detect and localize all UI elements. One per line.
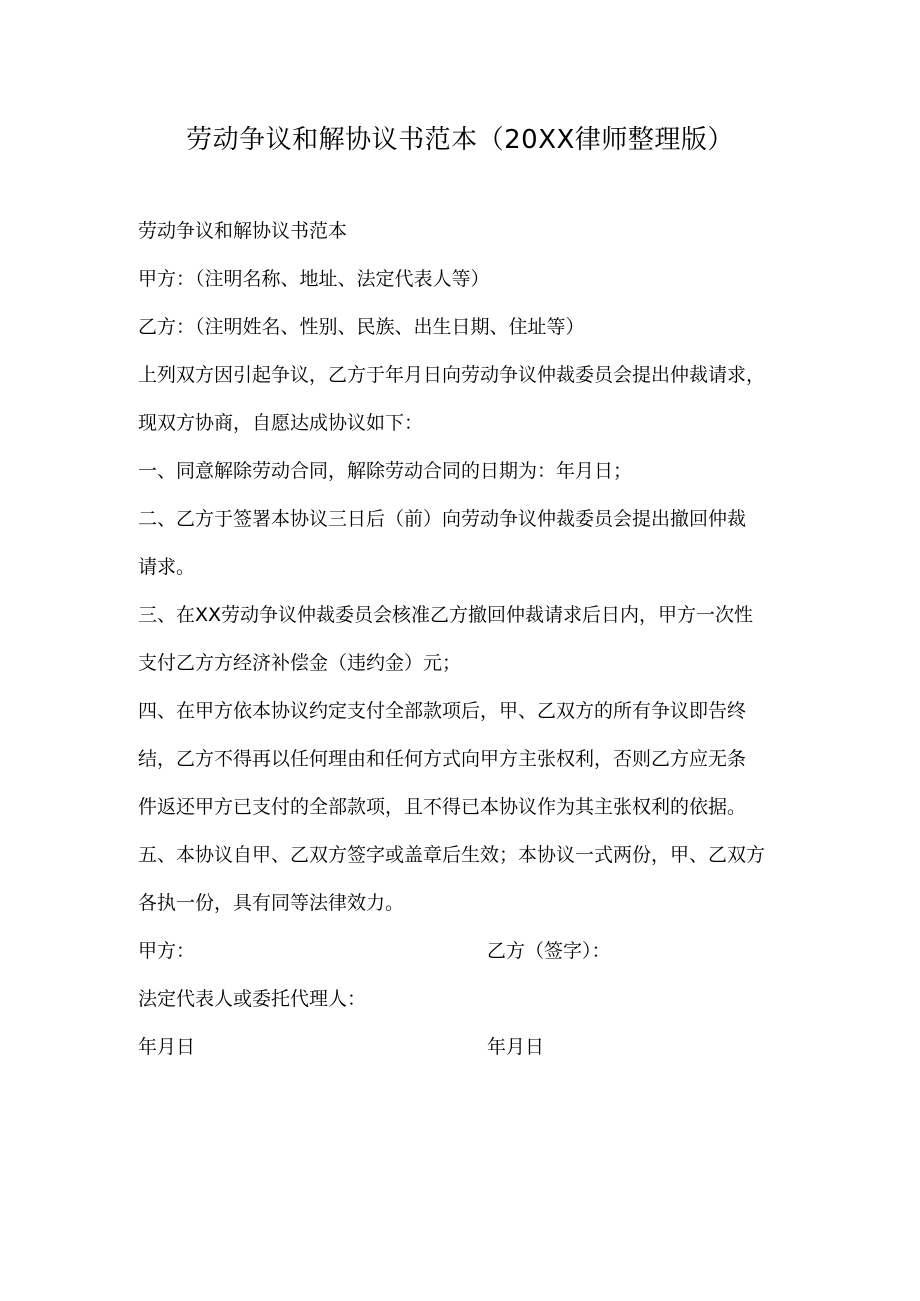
agreement-body	[138, 207, 798, 1071]
clause-line: 一、同意解除劳动合同，解除劳动合同的日期为：年月日；	[138, 460, 633, 482]
party-a-info: 甲方：（注明名称、地址、法定代表人等）	[138, 268, 490, 290]
intro-line: 上列双方因引起争议，乙方于年月日向劳动争议仲裁委员会提出仲裁请求，	[138, 364, 766, 386]
document-subtitle: 劳动争议和解协议书范本	[138, 220, 348, 242]
party-b-date: 年月日	[487, 1036, 545, 1058]
intro-paragraph	[138, 351, 798, 447]
signature-row-dates	[138, 1023, 798, 1071]
party-a-date: 年月日	[138, 1036, 196, 1058]
clause-line: 件返还甲方已支付的全部款项，且不得已本协议作为其主张权利的依据。	[138, 796, 747, 818]
clause-line: 四、在甲方依本协议约定支付全部款项后，甲、乙双方的所有争议即告终	[138, 700, 747, 722]
party-b-signature-label: 乙方（签字）：	[487, 940, 611, 962]
clause-line: 五、本协议自甲、乙双方签字或盖章后生效；本协议一式两份，甲、乙双方	[138, 844, 766, 866]
document-title: 劳动争议和解协议书范本（20XX律师整理版）	[186, 125, 734, 155]
clause-5	[138, 831, 798, 927]
clause-line: 各执一份，具有同等法律效力。	[138, 892, 405, 914]
clause-2	[138, 495, 798, 591]
clause-line: 请求。	[138, 556, 196, 578]
clause-line: 二、乙方于签署本协议三日后（前）向劳动争议仲裁委员会提出撤回仲裁	[138, 508, 747, 530]
signature-row-parties	[138, 927, 798, 975]
party-a-signature-label: 甲方：	[138, 940, 196, 962]
clause-3	[138, 591, 798, 687]
clause-line: 三、在XX劳动争议仲裁委员会核准乙方撤回仲裁请求后日内，甲方一次性	[138, 604, 754, 626]
representative-label: 法定代表人或委托代理人：	[138, 988, 367, 1010]
party-b-info: 乙方：（注明姓名、性别、民族、出生日期、住址等）	[138, 316, 585, 338]
clause-4	[138, 687, 798, 831]
intro-line: 现双方协商，自愿达成协议如下：	[138, 412, 424, 434]
clause-line: 结，乙方不得再以任何理由和任何方式向甲方主张权利，否则乙方应无条	[138, 748, 747, 770]
clause-1	[138, 447, 798, 495]
clause-line: 支付乙方方经济补偿金（违约金）元；	[138, 652, 462, 674]
